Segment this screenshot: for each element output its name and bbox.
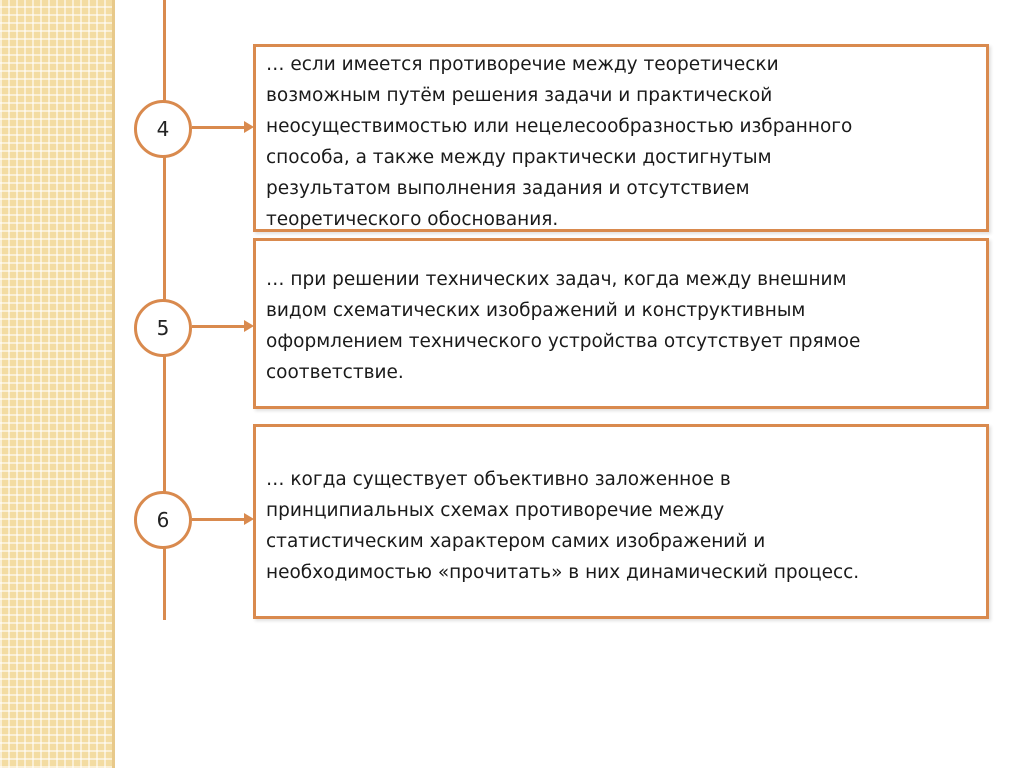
side-strip-edge xyxy=(112,0,115,768)
step-number: 6 xyxy=(156,508,170,532)
step-card-5 xyxy=(253,238,989,409)
connector-arrow-5 xyxy=(192,325,246,328)
step-card-6 xyxy=(253,424,989,619)
step-node-6 xyxy=(134,491,192,549)
connector-arrow-4 xyxy=(192,126,246,129)
decorative-side-strip xyxy=(0,0,112,768)
step-card-text: … если имеется противоречие между теоретически возможным путём решения задачи и практической неосуществимостью или нецелесообразностью избранного способа, а также между практически достигнутым результатом выполнения задания и отсутствием теоретического обоснования. xyxy=(266,54,853,230)
step-number: 5 xyxy=(156,316,170,340)
step-card-4 xyxy=(253,44,989,232)
step-card-text: … при решении технических задач, когда между внешним видом схематических изображений и конструктивным оформлением технического устройства отсутствует прямое соответствие. xyxy=(266,269,861,383)
connector-arrow-6 xyxy=(192,518,246,521)
step-card-text: … когда существует объективно заложенное в принципиальных схемах противоречие между статистическим характером самих изображений и необходимостью «прочитать» в них динамический процесс. xyxy=(266,469,860,583)
step-number: 4 xyxy=(156,117,170,141)
step-node-5 xyxy=(134,299,192,357)
step-node-4 xyxy=(134,100,192,158)
